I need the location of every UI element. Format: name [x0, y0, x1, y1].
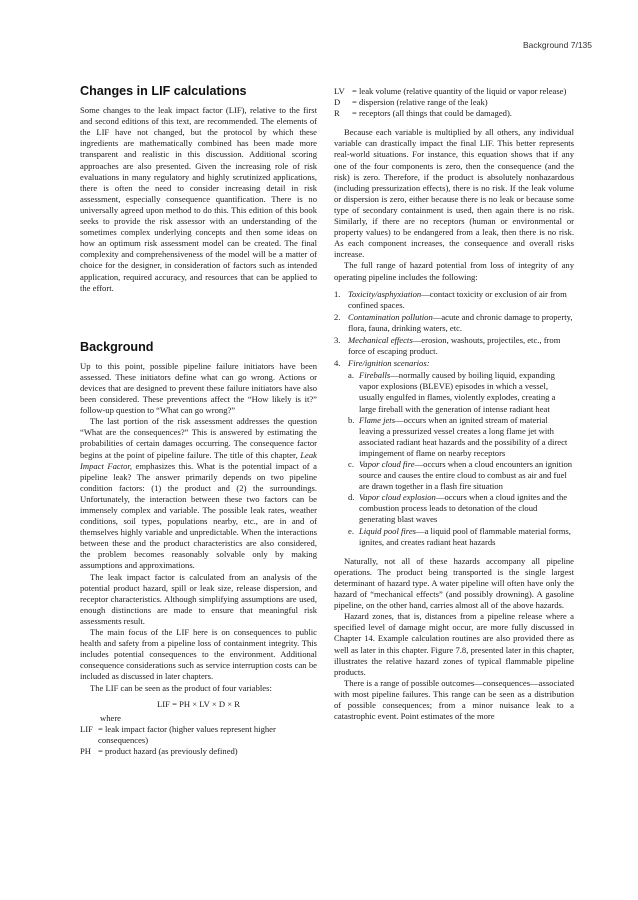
paragraph: The full range of hazard potential from loss of integrity of any operating pipeline includes the following:: [334, 260, 574, 282]
definition-text: = leak volume (relative quantity of the liquid or vapor release): [352, 86, 567, 96]
definition-text: = leak impact factor (higher values represent higher consequences): [98, 723, 276, 745]
definition-symbol: LIF: [80, 723, 93, 734]
list-item: 1. Toxicity/asphyxiation—contact toxicity or exclusion of air from confined spaces.: [334, 288, 567, 310]
definition-row: [334, 86, 574, 97]
paragraph: Some changes to the leak impact factor (LIF), relative to the first and second editions of this text, are recommended. The elements of the LIF have not changed, but the protocol by which these ingredients are mathematically combined has been made more transparent and realistic in this discussion. Additional scoring approaches are also presented. Given the increasing role of risk evaluations in many regulatory and highly scrutinized applications, there is often the need to consider increasing detail in risk assessment, especially consequence quantification. There is no universally agreed upon method to do this. This edition of this book seeks to provide the risk assessor with an understanding of the sometimes complex underlying concepts and then some ideas on how an optimum risk assessment model can be created. The final complexity and comprehensiveness of the model will be a matter of choice for the designer, in consideration of factors such as intended application, required accuracy, and resources that can be applied to the effort.: [80, 105, 317, 293]
paragraph: Because each variable is multiplied by all others, any individual variable can drastically impact the final LIF. This better represents real-world situations. For instance, this equation shows that if any one of the four components is zero, then the consequence (and the risk) is zero. Therefore, if the product is absolutely nonhazardous (including pressurization effects), there is no risk. If the leak volume or dispersion is zero, either because there is no leak or because some type of secondary containment is used, then again there is no risk. Similarly, if there are no receptors (human or environmental or property values) to be endangered from a leak, then there is no risk. As each component increases, the consequence and overall risks increase.: [334, 127, 574, 260]
chapter-title-emphasis: Leak Impact Factor,: [80, 449, 317, 471]
definition-row: [80, 746, 317, 757]
paragraph: The LIF can be seen as the product of four variables:: [90, 682, 272, 693]
lif-formula: LIF = PH × LV × D × R: [157, 698, 240, 709]
running-head: Background 7/135: [523, 40, 592, 50]
paragraph: Up to this point, possible pipeline failure initiators have been assessed. These initiators define what can go wrong. Actions or devices that are designed to prevent these failure initiators have also been considered. These preventions affect the “How likely is it?” follow-up question to “What can go wrong?”: [80, 360, 317, 416]
definition-text: = dispersion (relative range of the leak): [352, 97, 488, 108]
definition-text: = product hazard (as previously defined): [98, 745, 238, 756]
section-heading-lif-changes: Changes in LIF calculations: [80, 84, 247, 98]
list-item: 4. Fire/ignition scenarios:: [334, 358, 430, 369]
definition-text: = receptors (all things that could be damaged).: [352, 108, 512, 119]
sublist-item: a. Fireballs—normally caused by boiling liquid, expanding vapor explosions (BLEVE) episodes in which a vessel, usually engulfed in flames, violently explodes, creating a large fireball with the generation of intense radiant heat: [348, 370, 556, 414]
definition-symbol: PH: [80, 745, 91, 756]
list-item: 2. Contamination pollution—acute and chronic damage to property, flora, fauna, drinking waters, etc.: [334, 311, 573, 333]
paragraph: Hazard zones, that is, distances from a pipeline release where a specified level of damage might occur, are more fully discussed in Chapter 14. Example calculation routines are also provided there as well as later in this chapter. Figure 7.8, presented later in this chapter, illustrates the relative hazard zones of typical flammable pipeline products.: [334, 611, 574, 677]
sublist-item: b. Flame jets—occurs when an ignited stream of material leaving a pressurized vessel creates a long flame jet with associated radiant heat hazards and the possibility of a direct impingement of flame on nearby receptors: [348, 414, 568, 458]
where-label: where: [100, 712, 121, 723]
definition-row: [334, 108, 574, 119]
definition-list: [80, 724, 317, 757]
definition-row: [80, 724, 317, 746]
definition-symbol: R: [334, 108, 340, 119]
definition-symbol: LV: [334, 86, 345, 96]
list-item: 3. Mechanical effects—erosion, washouts, projectiles, etc., from force of escaping product.: [334, 334, 561, 357]
paragraph: The main focus of the LIF here is on consequences to public health and safety from a pipeline loss of containment integrity. This includes potential consequences to the environment. Additional consequence considerations such as service interruption costs can be included as discussed in later chapters.: [80, 627, 317, 682]
definition-list: [334, 86, 574, 119]
fire-scenario-sublist: [348, 370, 574, 548]
definition-row: [334, 97, 574, 108]
sublist-item: c. Vapor cloud fire—occurs when a cloud encounters an ignition source and causes the entire cloud to combust as air and fuel are drawn together in a flash fire situation: [348, 459, 573, 492]
paragraph: The leak impact factor is calculated from an analysis of the potential product hazard, spill or leak size, release dispersion, and receptor characteristics. Although simplifying assumptions are used, enough distinctions are made to ensure that meaningful risk assessments result.: [80, 571, 317, 626]
definition-symbol: D: [334, 97, 341, 108]
right-column: [334, 86, 574, 722]
paragraph: Naturally, not all of these hazards accompany all pipeline operations. The product being transported is the single largest determinant of hazard type. A water pipeline will often have only the hazard of “mechanical effects” (and possibly drowning). A gasoline pipeline, on the other hand, carries almost all of the above hazards.: [334, 555, 574, 611]
paragraph: There is a range of possible outcomes—consequences—associated with most pipeline failures. This range can be seen as a distribution of possible consequences; from a minor nuisance leak to a catastrophic event. Point estimates of the more: [334, 677, 574, 722]
left-column: [80, 86, 317, 757]
paragraph: The last portion of the risk assessment addresses the question “What are the consequences?” This is answered by estimating the probabilities of certain damages occurring. The consequence factor begins at the point of pipeline failure. The title of this chapter, Leak Impact Factor, emphasizes this. What is the potential impact of a pipeline leak? The answer primarily depends on two pipeline condition factors: (1) the product and (2) the surroundings. Unfortunately, the interaction between these two factors can be immensely complex and variable. The possible leak rates, weather conditions, soil types, populations nearby, etc., are in and of themselves highly variable and unpredictable. When the interactions between these and the product characteristics are also considered, the problem becomes reasonably solvable only by making assumptions and approximations.: [80, 416, 317, 571]
sublist-item: e. Liquid pool fires—a liquid pool of flammable material forms, ignites, and creates radiant heat hazards: [348, 525, 571, 547]
sublist-item: d. Vapor cloud explosion—occurs when a cloud ignites and the combustion process leads to detonation of the cloud generating blast waves: [348, 492, 568, 525]
section-heading-background: Background: [80, 339, 154, 354]
hazard-list: [334, 289, 574, 548]
